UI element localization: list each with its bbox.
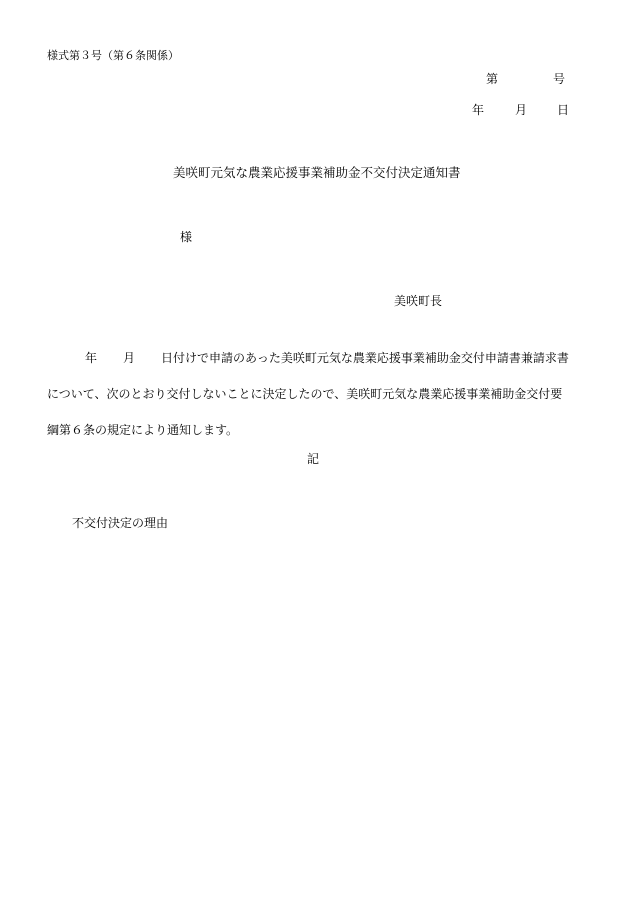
notice-body <box>47 352 587 460</box>
date-month-label: 月 <box>515 103 528 117</box>
body-line-2: について、次のとおり交付しないことに決定したので、美咲町元気な農業応援事業補助金交付要 <box>47 387 563 401</box>
issuer-name: 美咲町長 <box>394 294 443 308</box>
recipient-honorific: 様 <box>180 230 193 244</box>
document-number-suffix: 号 <box>553 72 566 86</box>
ki-heading: 記 <box>307 452 320 466</box>
body-year-label: 年 <box>85 351 98 365</box>
date-day-label: 日 <box>557 103 570 117</box>
body-month-label: 月 <box>123 351 136 365</box>
date-year-label: 年 <box>472 103 485 117</box>
document-number-prefix: 第 <box>486 72 499 86</box>
document-title: 美咲町元気な農業応援事業補助金不交付決定通知書 <box>173 165 461 180</box>
body-line-3: 綱第６条の規定により通知します。 <box>47 423 239 437</box>
body-line-1 <box>47 352 587 364</box>
form-number-label: 様式第３号（第６条関係） <box>47 49 179 62</box>
reason-label: 不交付決定の理由 <box>72 516 169 530</box>
body-line-1-text: 日付けで申請のあった美咲町元気な農業応援事業補助金交付申請書兼請求書 <box>161 351 569 365</box>
